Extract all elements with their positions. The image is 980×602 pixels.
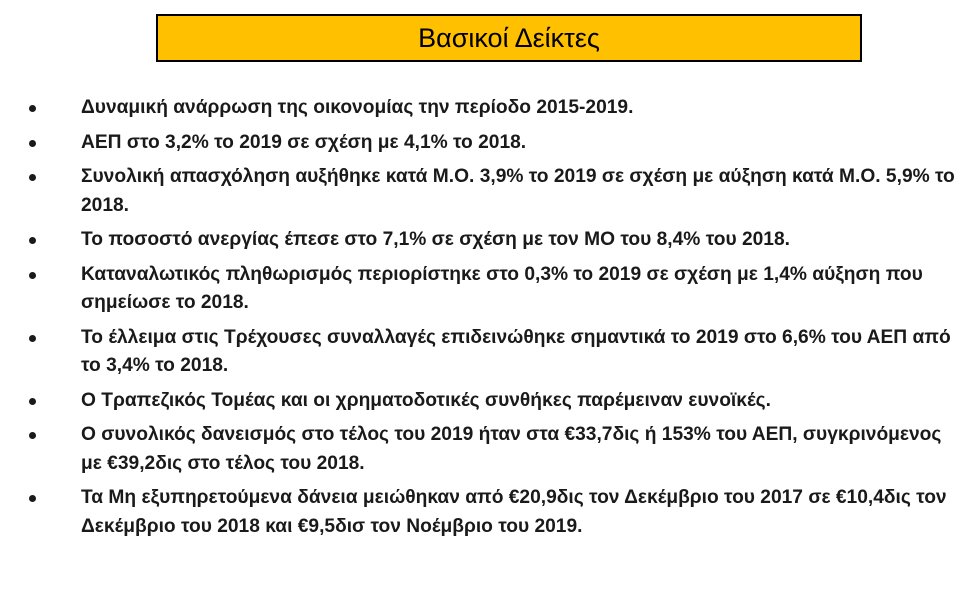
list-item	[0, 324, 980, 381]
title-box	[156, 14, 862, 62]
list-item	[0, 94, 980, 123]
list-item-text: ΑΕΠ στο 3,2% το 2019 σε σχέση με 4,1% το 2018.	[81, 131, 527, 153]
bullet-icon	[29, 140, 36, 147]
list-item-text: Τα Μη εξυπηρετούμενα δάνεια μειώθηκαν από €20,9δις τον Δεκέμβριο του 2017 σε €10,4δις τον Δεκέμβριο του 2018 και €9,5δισ τον Νοέμβριο του 2019.	[81, 487, 947, 537]
bullet-icon	[29, 495, 36, 502]
bullet-icon	[29, 105, 36, 112]
list-item	[0, 226, 980, 255]
bullet-icon	[29, 174, 36, 181]
key-indicators-list	[0, 94, 980, 547]
bullet-icon	[29, 335, 36, 342]
list-item-text: Δυναμική ανάρρωση της οικονομίας την περίοδο 2015-2019.	[81, 97, 634, 118]
list-item-text: Το έλλειμα στις Τρέχουσες συναλλαγές επιδεινώθηκε σημαντικά το 2019 στο 6,6% του ΑΕΠ από το 3,4% το 2018.	[81, 326, 951, 376]
bullet-icon	[29, 432, 36, 439]
page-title: Βασικοί Δείκτες	[418, 22, 600, 53]
list-item-text: Καταναλωτικός πληθωρισμός περιορίστηκε στο 0,3% το 2019 σε σχέση με 1,4% αύξηση που σημείωσε το 2018.	[81, 263, 923, 313]
bullet-icon	[29, 398, 36, 405]
list-item-text: Συνολική απασχόληση αυξήθηκε κατά Μ.Ο. 3,9% το 2019 σε σχέση με αύξηση κατά Μ.Ο. 5,9% το 2018.	[81, 166, 955, 216]
list-item	[0, 163, 980, 220]
list-item-text: Ο συνολικός δανεισμός στο τέλος του 2019 ήταν στα €33,7δις ή 153% του ΑΕΠ, συγκρινόμενος με €39,2δις στο τέλος του 2018.	[81, 424, 942, 474]
bullet-icon	[29, 272, 36, 279]
list-item	[0, 129, 980, 158]
list-item	[0, 387, 980, 416]
list-item-text: Το ποσοστό ανεργίας έπεσε στο 7,1% σε σχέση με τον ΜΟ του 8,4% του 2018.	[81, 229, 790, 250]
bullet-icon	[29, 237, 36, 244]
list-item	[0, 484, 980, 541]
list-item	[0, 261, 980, 318]
list-item-text: Ο Τραπεζικός Τομέας και οι χρηματοδοτικές συνθήκες παρέμειναν ευνοϊκές.	[81, 389, 771, 411]
list-item	[0, 421, 980, 478]
